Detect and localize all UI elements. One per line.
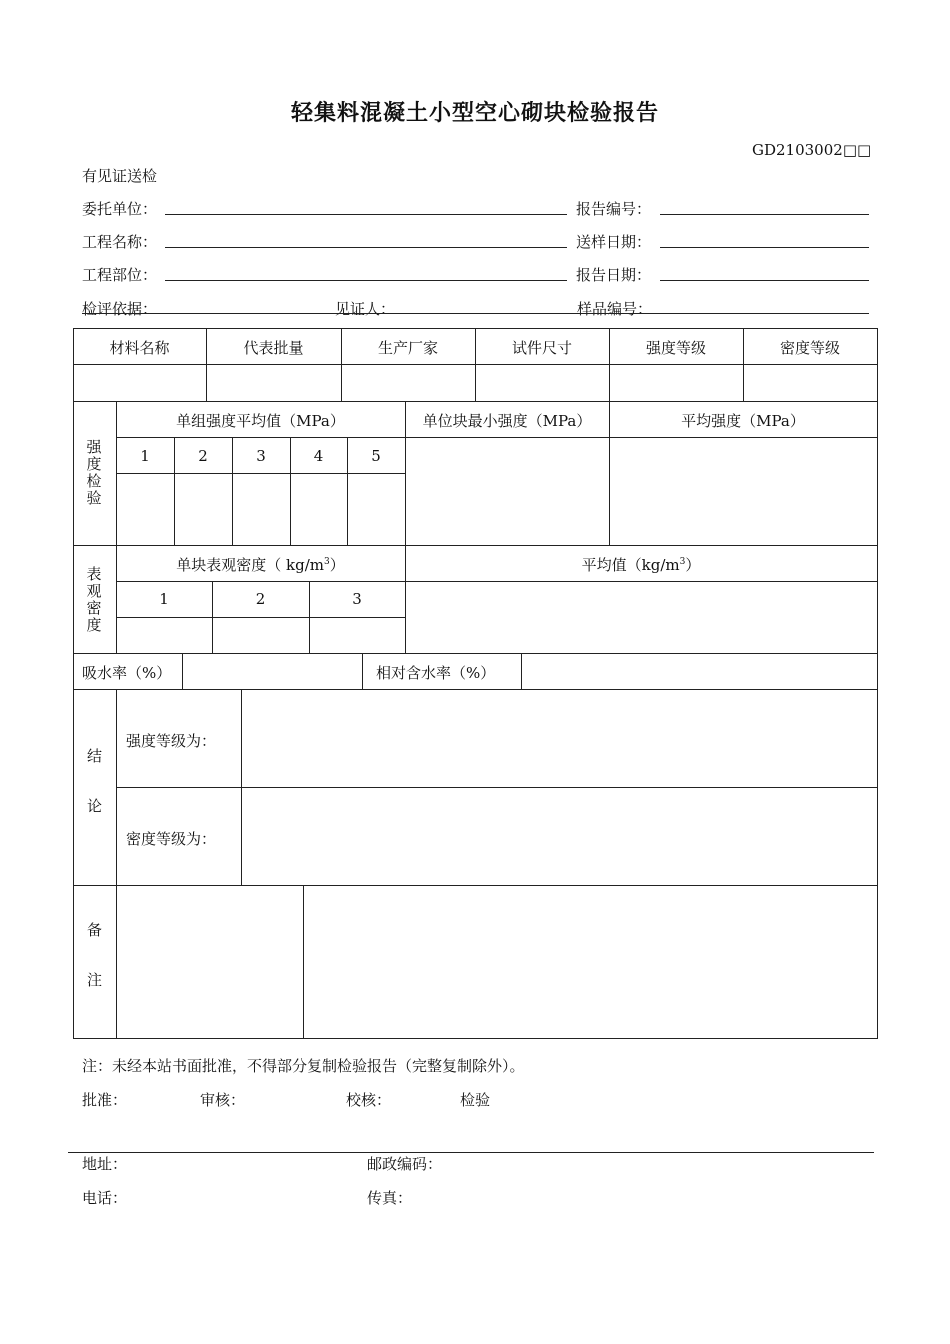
witness-label: 见证人： bbox=[335, 300, 396, 318]
review-label: 审核： bbox=[200, 1091, 246, 1109]
check-label: 校核： bbox=[346, 1091, 392, 1109]
fax-label: 传真： bbox=[367, 1189, 413, 1207]
client-label: 委托单位： bbox=[82, 200, 158, 218]
density-block-num: 1 bbox=[159, 590, 169, 608]
col-header-batch: 代表批量 bbox=[243, 339, 304, 357]
strength-group-num: 1 bbox=[140, 447, 150, 465]
test-label: 检验 bbox=[460, 1091, 491, 1109]
strength-test-label: 强度检验 bbox=[86, 438, 102, 507]
copy-note: 注：未经本站书面批准，不得部分复制检验报告（完整复制除外）。 bbox=[82, 1057, 525, 1075]
density-block-num: 3 bbox=[352, 590, 362, 608]
report-date-field[interactable] bbox=[660, 280, 869, 281]
send-date-label: 送样日期： bbox=[576, 233, 652, 251]
min-block-strength-header: 单位块最小强度（MPa） bbox=[422, 412, 592, 430]
relative-moisture-label: 相对含水率（%） bbox=[376, 664, 496, 682]
form-code: GD2103002□□ bbox=[752, 141, 872, 159]
project-name-field[interactable] bbox=[165, 247, 567, 248]
remarks-label-1: 备 bbox=[87, 921, 103, 939]
basis-row-line bbox=[82, 313, 869, 314]
avg-strength-header: 平均强度（MPa） bbox=[681, 412, 805, 430]
single-block-density-header: 单块表观密度（ $kg/m^3$） bbox=[176, 556, 345, 574]
conclusion-label-1: 结 bbox=[87, 747, 103, 765]
strength-group-num: 3 bbox=[256, 447, 266, 465]
conclusion-label-2: 论 bbox=[87, 797, 103, 815]
remarks-label-2: 注 bbox=[87, 971, 103, 989]
density-block-num: 2 bbox=[255, 590, 266, 608]
strength-grade-conclusion: 强度等级为： bbox=[126, 732, 217, 750]
water-absorption-label: 吸水率（%） bbox=[82, 664, 172, 682]
report-date-label: 报告日期： bbox=[576, 266, 652, 284]
strength-group-num: 4 bbox=[313, 447, 324, 465]
page-title: 轻集料混凝土小型空心砌块检验报告 bbox=[290, 101, 659, 126]
project-part-label: 工程部位： bbox=[82, 266, 158, 284]
approve-label: 批准： bbox=[82, 1091, 128, 1109]
phone-label: 电话： bbox=[82, 1189, 128, 1207]
apparent-density-label: 表观密度 bbox=[86, 565, 102, 634]
client-field[interactable] bbox=[165, 214, 567, 215]
send-date-field[interactable] bbox=[660, 247, 869, 248]
col-header-density-grade: 密度等级 bbox=[779, 339, 840, 357]
avg-density-header: 平均值$(kg/m^3)$ bbox=[581, 556, 701, 574]
footer-divider bbox=[68, 1152, 874, 1153]
sample-no-label: 样品编号： bbox=[577, 300, 653, 318]
col-header-strength-grade: 强度等级 bbox=[645, 339, 706, 357]
project-name-label: 工程名称： bbox=[82, 233, 158, 251]
strength-group-num: 5 bbox=[371, 447, 381, 465]
address-label: 地址： bbox=[82, 1155, 128, 1173]
col-header-specimen-size: 试件尺寸 bbox=[511, 339, 572, 357]
avg-group-strength-header: 单组强度平均值（MPa） bbox=[176, 412, 345, 430]
density-grade-conclusion: 密度等级为： bbox=[126, 830, 217, 848]
strength-group-num: 2 bbox=[198, 447, 208, 465]
col-header-manufacturer: 生产厂家 bbox=[377, 339, 438, 357]
witness-tag: 有见证送检 bbox=[82, 167, 158, 185]
col-header-material: 材料名称 bbox=[109, 339, 170, 357]
report-no-label: 报告编号： bbox=[576, 200, 652, 218]
basis-label: 检评依据： bbox=[82, 300, 158, 318]
postcode-label: 邮政编码： bbox=[367, 1155, 443, 1173]
report-no-field[interactable] bbox=[660, 214, 869, 215]
project-part-field[interactable] bbox=[165, 280, 567, 281]
